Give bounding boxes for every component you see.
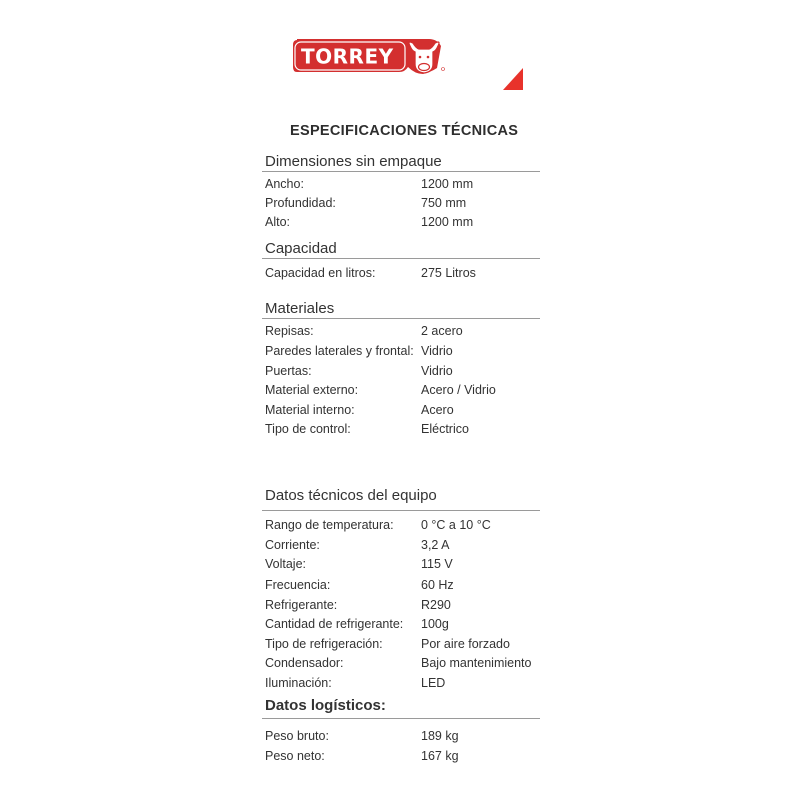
spec-value: 2 acero — [421, 324, 463, 338]
spec-value: 115 V — [421, 557, 453, 571]
spec-label: Peso neto: — [265, 749, 325, 763]
section-heading-materiales: Materiales — [265, 300, 335, 317]
spec-row — [265, 266, 555, 284]
spec-label: Tipo de refrigeración: — [265, 637, 383, 651]
spec-label: Material externo: — [265, 383, 359, 397]
spec-value: R290 — [421, 598, 451, 612]
spec-label: Peso bruto: — [265, 729, 329, 743]
spec-label: Ancho: — [265, 177, 304, 191]
spec-row — [265, 215, 555, 233]
spec-row — [265, 518, 555, 536]
divider — [262, 171, 540, 172]
spec-label: Paredes laterales y frontal: — [265, 344, 414, 358]
spec-value: 750 mm — [421, 196, 467, 210]
spec-row — [265, 364, 555, 382]
spec-label: Tipo de control: — [265, 422, 351, 436]
divider — [262, 258, 540, 259]
spec-value: 275 Litros — [421, 266, 476, 280]
spec-row — [265, 557, 555, 575]
spec-row — [265, 383, 555, 401]
spec-value: Eléctrico — [421, 422, 469, 436]
spec-label: Cantidad de refrigerante: — [265, 617, 404, 631]
spec-value: Vidrio — [421, 364, 453, 378]
section-heading-dimensiones: Dimensiones sin empaque — [265, 153, 442, 170]
spec-label: Puertas: — [265, 364, 312, 378]
spec-row — [265, 578, 555, 596]
spec-row — [265, 344, 555, 362]
spec-value: LED — [421, 676, 446, 690]
spec-label: Material interno: — [265, 403, 355, 417]
spec-row — [265, 422, 555, 440]
spec-row — [265, 177, 555, 195]
spec-row — [265, 598, 555, 616]
red-corner-triangle-icon — [503, 68, 523, 90]
spec-value: Por aire forzado — [421, 637, 510, 651]
spec-value: 100g — [421, 617, 449, 631]
spec-value: Acero / Vidrio — [421, 383, 496, 397]
spec-label: Profundidad: — [265, 196, 336, 210]
spec-row — [265, 403, 555, 421]
spec-value: 3,2 A — [421, 538, 450, 552]
section-heading-datos-tecnicos: Datos técnicos del equipo — [265, 487, 437, 504]
spec-label: Alto: — [265, 215, 291, 229]
spec-label: Condensador: — [265, 656, 344, 670]
torrey-logo — [291, 36, 447, 76]
spec-label: Refrigerante: — [265, 598, 338, 612]
spec-row — [265, 749, 555, 767]
spec-value: Acero — [421, 403, 454, 417]
spec-label: Voltaje: — [265, 557, 307, 571]
section-heading-datos-logisticos: Datos logísticos: — [265, 697, 386, 714]
spec-label: Corriente: — [265, 538, 320, 552]
spec-row — [265, 538, 555, 556]
spec-value: 1200 mm — [421, 177, 474, 191]
spec-value: 189 kg — [421, 729, 459, 743]
spec-row — [265, 617, 555, 635]
spec-value: 0 °C a 10 °C — [421, 518, 491, 532]
logo-text: TORREY — [301, 44, 394, 69]
spec-value: Bajo mantenimiento — [421, 656, 532, 670]
divider — [262, 510, 540, 511]
page-title: ESPECIFICACIONES TÉCNICAS — [290, 123, 519, 139]
spec-row — [265, 729, 555, 747]
spec-value: 167 kg — [421, 749, 459, 763]
spec-label: Rango de temperatura: — [265, 518, 394, 532]
spec-row — [265, 656, 555, 674]
spec-value: Vidrio — [421, 344, 453, 358]
spec-label: Frecuencia: — [265, 578, 331, 592]
divider — [262, 318, 540, 319]
spec-label: Repisas: — [265, 324, 314, 338]
divider — [262, 718, 540, 719]
section-heading-capacidad: Capacidad — [265, 240, 337, 257]
spec-label: Iluminación: — [265, 676, 332, 690]
spec-row — [265, 196, 555, 214]
spec-value: 60 Hz — [421, 578, 454, 592]
spec-row — [265, 324, 555, 342]
spec-row — [265, 676, 555, 694]
spec-row — [265, 637, 555, 655]
spec-value: 1200 mm — [421, 215, 474, 229]
spec-label: Capacidad en litros: — [265, 266, 376, 280]
